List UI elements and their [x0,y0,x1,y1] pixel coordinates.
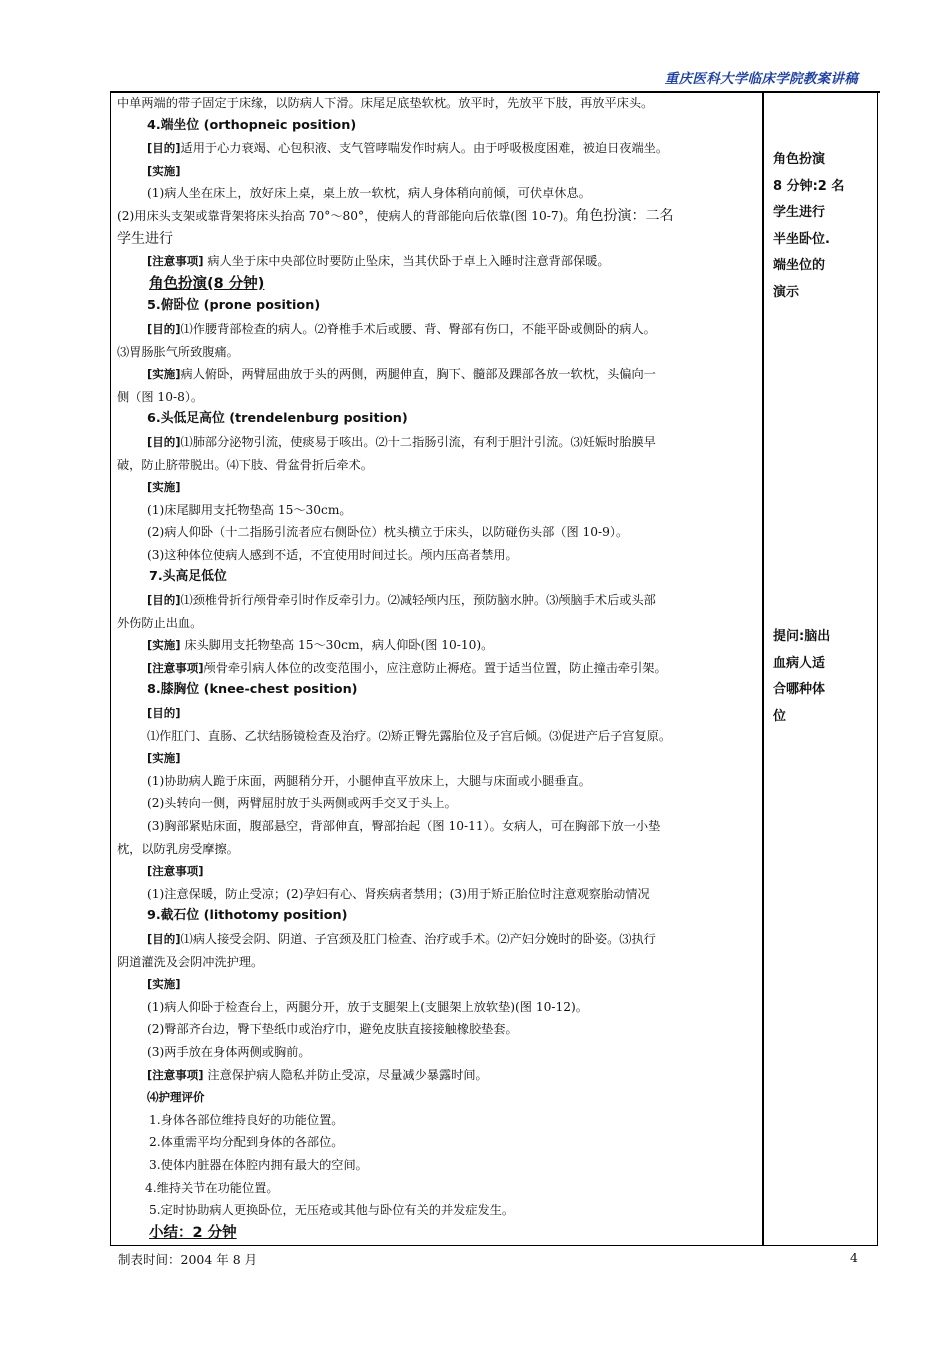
body-line [117,1018,757,1041]
body-line [117,1109,757,1132]
body-line [117,928,757,951]
body-line [117,341,757,364]
body-line [117,1086,757,1109]
side-note-line: 位 [773,708,787,724]
body-line [117,770,757,793]
body-text: 适用于心力衰竭、心包积液、支气管哮喘发作时病人。由于呼吸极度困难，被迫日夜端坐。 [180,141,669,156]
body-text: ⑴肺部分泌物引流，使痰易于咳出。⑵十二指肠引流，有利于胆汁引流。⑶妊娠时胎膜早 [180,434,656,449]
body-text: (3)两手放在身体两侧或胸前。 [147,1044,311,1059]
body-text: 2.体重需平均分配到身体的各部位。 [149,1135,344,1150]
body-text: (3)胸部紧贴床面，腹部悬空，背部伸直，臀部抬起（图 10-11）。女病人，可在胸部下放一小垫 [147,819,661,833]
side-note-line: 演示 [773,284,800,300]
side-note-question [773,624,863,730]
body-line [117,295,757,318]
body-text: 5.定时协助病人更换卧位，无压疮或其他与卧位有关的并发症发生。 [149,1203,515,1218]
body-text: 4.端坐位 (orthopneic position) [147,117,357,133]
section-tag: [注意事项] [147,254,204,269]
side-note-line: 半坐卧位. [773,231,830,247]
body-text: 阴道灌洗及会阴冲洗护理。 [117,954,264,969]
body-text: 9.截石位 (lithotomy position) [147,908,348,924]
body-line [117,544,757,567]
body-line [117,792,757,815]
body-text: 学生进行 [117,230,173,247]
side-note-line: 提问:脑出 [773,629,831,644]
body-text: (2)头转向一侧，两臂屈肘放于头两侧或两手交叉于头上。 [147,796,457,811]
body-line [117,250,757,273]
body-text: ⑴颈椎骨折行颅骨牵引时作反牵引力。⑵减轻颅内压，预防脑水肿。⑶颅脑手术后或头部 [180,593,656,608]
body-text: 中单两端的带子固定于床缘，以防病人下滑。床尾足底垫软枕。放平时，先放平下肢，再放平床头。 [117,96,654,110]
body-text: 小结：2 分钟 [149,1224,237,1241]
content-table [110,92,878,1246]
body-text: ⑴作腰背部检查的病人。⑵脊椎手术后或腰、背、臀部有伤口，不能平卧或侧卧的病人。 [180,321,656,336]
section-tag: [实施] [147,480,181,495]
body-text: 1.身体各部位维持良好的功能位置。 [149,1112,344,1127]
body-line [117,657,757,680]
body-text: 枕，以防乳房受摩擦。 [117,841,239,856]
body-line [117,454,757,477]
body-text: 颅骨牵引病人体位的改变范围小，应注意防止褥疮。置于适当位置，防止撞击牵引架。 [203,660,667,675]
body-line [117,860,757,883]
section-tag: [目的] [147,931,181,946]
body-line [117,838,757,861]
body-line [117,363,757,386]
body-line [117,92,757,115]
body-line [117,883,757,906]
section-tag: [实施] [147,367,181,382]
body-line [117,996,757,1019]
body-line [117,160,757,183]
body-text: (1)协助病人跪于床面，两腿稍分开，小腿伸直平放床上，大腿与床面或小腿垂直。 [147,773,591,788]
section-tag: [实施] [147,977,181,992]
body-text-tail: 角色扮演：二名 [575,207,674,224]
body-line [117,566,757,589]
body-text: ⑶胃肠胀气所致腹痛。 [117,344,239,359]
body-text: (3)这种体位使病人感到不适，不宜使用时间过长。颅内压高者禁用。 [147,547,518,562]
side-note-line: 合哪种体 [773,682,826,697]
section-tag: [目的] [147,434,181,449]
body-line [117,431,757,454]
body-text: (1)病人坐在床上，放好床上桌，桌上放一软枕，病人身体稍向前倾，可伏卓休息。 [147,186,591,201]
page-header-title: 重庆医科大学临床学院教案讲稿 [664,71,858,87]
body-line [117,1064,757,1087]
body-text: ⑴病人接受会阴、阴道、子宫颈及肛门检查、治疗或手术。⑵产妇分娩时的卧姿。⑶执行 [180,931,656,946]
section-tag: [注意事项] [147,864,204,879]
body-text: (2)用床头支架或靠背架将床头抬高 70°～80°，使病人的背部能向后依靠(图 10-7)。 [117,208,576,223]
body-line [117,612,757,635]
body-line [117,273,757,296]
body-line [117,182,757,205]
body-line [117,115,757,138]
body-line [117,815,757,838]
body-line [117,973,757,996]
body-text: 病人俯卧，两臂屈曲放于头的两侧，两腿伸直，胸下、髓部及踝部各放一软枕，头偏向一 [180,367,656,382]
body-text: 7.头高足低位 [149,569,227,585]
section-tag: [注意事项] [147,660,204,675]
body-text: ⑷护理评价 [147,1090,205,1105]
body-line [117,1131,757,1154]
side-note-line: 学生进行 [773,205,826,220]
body-line [117,1222,757,1245]
section-tag: [目的] [147,141,181,156]
body-text: 侧（图 10-8）。 [117,389,204,404]
body-line [117,679,757,702]
section-tag: [目的] [147,593,181,608]
body-text: (1)床尾脚用支托物垫高 15～30cm。 [147,502,352,517]
side-note-line: 血病人适 [773,655,826,671]
body-line [117,1177,757,1200]
side-note-line: 8 分钟:2 名 [773,178,845,194]
body-line [117,589,757,612]
side-note-line: 端坐位的 [773,258,826,273]
section-tag: [注意事项] [147,1067,204,1082]
body-text: 床头脚用支托物垫高 15～30cm，病人仰卧(图 10-10)。 [180,638,494,653]
body-line [117,1041,757,1064]
body-line [117,702,757,725]
body-line [117,318,757,341]
body-line [117,228,757,251]
body-line [117,634,757,657]
body-text: 角色扮演(8 分钟) [149,275,265,292]
side-note-role-play [773,147,863,306]
body-text: 外伤防止出血。 [117,615,203,630]
body-line [117,205,757,228]
body-text: 8.膝胸位 (knee-chest position) [147,682,358,698]
body-text: 5.俯卧位 (prone position) [147,298,321,314]
section-tag: [实施] [147,751,181,766]
body-line [117,137,757,160]
body-line [117,725,757,748]
body-line [117,1199,757,1222]
lecture-body [117,92,757,1244]
body-text: (1)病人仰卧于检查台上，两腿分开，放于支腿架上(支腿架上放软垫)(图 10-12)。 [147,999,588,1014]
body-text: ⑴作肛门、直肠、乙状结肠镜检查及治疗。⑵矫正臀先露胎位及子宫后倾。⑶促进产后子宫复原。 [147,728,672,743]
page-number: 4 [850,1250,858,1265]
body-text: (1)注意保暖，防止受凉；(2)孕妇有心、肾疾病者禁用；(3)用于矫正胎位时注意观察胎动情况 [147,886,650,901]
body-text: (2)臀部齐台边，臀下垫纸巾或治疗巾，避免皮肤直接接触橡胶垫套。 [147,1022,518,1037]
side-note-line: 角色扮演 [773,152,826,167]
body-text: 4.维持关节在功能位置。 [145,1180,279,1195]
body-text: 注意保护病人隐私并防止受凉，尽量减少暴露时间。 [203,1067,488,1082]
body-line [117,521,757,544]
section-tag: [目的] [147,321,181,336]
body-line [117,1154,757,1177]
section-tag: [实施] [147,163,181,178]
column-divider [762,92,764,1245]
body-text: 病人坐于床中央部位时要防止坠床，当其伏卧于卓上入睡时注意背部保暖。 [203,254,610,269]
body-line [117,386,757,409]
body-line [117,499,757,522]
body-text: (2)病人仰卧（十二指肠引流者应右侧卧位）枕头横立于床头，以防碰伤头部（图 10-9）。 [147,525,629,540]
body-text: 6.头低足高位 (trendelenburg position) [147,411,408,427]
footer-date: 制表时间：2004 年 8 月 [118,1252,258,1267]
body-text: 破，防止脐带脱出。⑷下肢、骨盆骨折后牵术。 [117,457,373,472]
body-line [117,747,757,770]
section-tag: [目的] [147,706,181,721]
section-tag: [实施] [147,638,181,653]
body-line [117,408,757,431]
body-line [117,951,757,974]
body-line [117,476,757,499]
body-line [117,905,757,928]
body-text: 3.使体内脏器在体腔内拥有最大的空间。 [149,1157,368,1172]
